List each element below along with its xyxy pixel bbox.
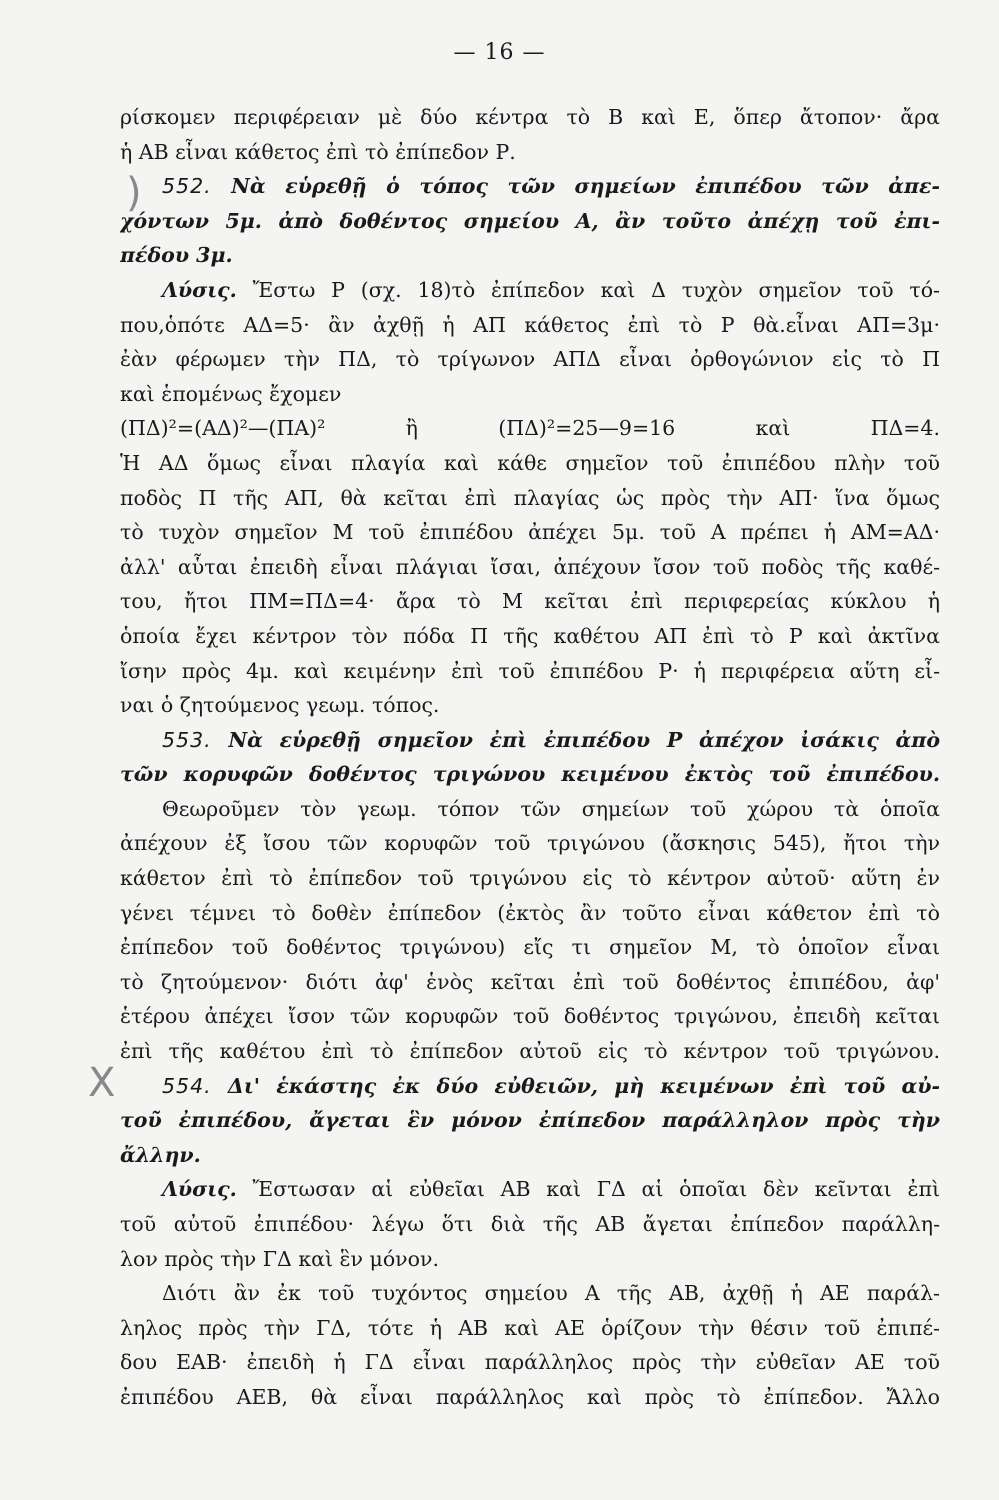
line-text: Διότι ἂν ἐκ τοῦ τυχόντος σημείου Α τῆς ΑΒ, ἀχθῇ ἡ ΑΕ παράλ- <box>162 1281 940 1306</box>
text-line <box>120 999 940 1034</box>
text-line <box>120 1276 940 1311</box>
line-text: Ἔστωσαν αἱ εὐθεῖαι ΑΒ καὶ ΓΔ αἱ ὁποῖαι δὲν κεῖνται ἐπὶ <box>236 1177 940 1202</box>
text-line <box>120 204 940 239</box>
text-line <box>120 515 940 550</box>
pencil-mark: X <box>88 1060 116 1106</box>
exercise-statement: τοῦ ἐπιπέδου, ἄγεται ἓν μόνον ἐπίπεδον παράλληλον πρὸς τὴν <box>120 1108 940 1133</box>
line-text: ἀλλ' αὗται ἐπειδὴ εἶναι πλάγιαι ἴσαι, ἀπέχουν ἴσον τοῦ ποδὸς τῆς καθέ- <box>120 554 940 579</box>
exercise-statement: Νὰ εὑρεθῇ σημεῖον ἐπὶ ἐπιπέδου Ρ ἀπέχον ἰσάκις ἀπὸ <box>211 727 940 752</box>
text-line <box>120 1242 940 1277</box>
solution-label: Λύσις. <box>162 1177 237 1202</box>
line-text: καὶ ἑπομένως ἔχομεν <box>120 381 342 406</box>
line-text: ἴσην πρὸς 4μ. καὶ κειμένην ἐπὶ τοῦ ἐπιπέδου Ρ· ἡ περιφέρεια αὕτη εἶ- <box>120 658 940 683</box>
exercise-statement: Νὰ εὑρεθῇ ὁ τόπος τῶν σημείων ἐπιπέδου τῶν ἀπε- <box>211 174 940 199</box>
text-line <box>120 411 940 446</box>
text-line <box>120 1034 940 1069</box>
text-line <box>120 135 940 170</box>
text-line <box>120 1207 940 1242</box>
text-line <box>120 1311 940 1346</box>
line-text: ἀπέχουν ἐξ ἴσου τῶν κορυφῶν τοῦ τριγώνου (ἄσκησις 545), ἤτοι τὴν <box>120 831 940 856</box>
line-text: ἐπὶ τῆς καθέτου ἐπὶ τὸ ἐπίπεδον αὐτοῦ εἰς τὸ κέντρον τοῦ τριγώνου. <box>120 1039 940 1064</box>
line-text: ρίσκομεν περιφέρειαν μὲ δύο κέντρα τὸ Β καὶ Ε, ὅπερ ἄτοπον· ἄρα <box>120 105 940 129</box>
page-text <box>120 100 940 1415</box>
line-text: που,ὁπότε ΑΔ=5· ἂν ἀχθῇ ἡ ΑΠ κάθετος ἐπὶ τὸ Ρ θὰ.εἶναι ΑΠ=3μ· <box>120 312 940 337</box>
exercise-statement: τῶν κορυφῶν δοθέντος τριγώνου κειμένου ἐκτὸς τοῦ ἐπιπέδου. <box>120 762 940 787</box>
line-text: τὸ ζητούμενον· διότι ἀφ' ἑνὸς κεῖται ἐπὶ τοῦ δοθέντος ἐπιπέδου, ἀφ' <box>120 969 940 994</box>
line-text: τοῦ αὐτοῦ ἐπιπέδου· λέγω ὅτι διὰ τῆς ΑΒ ἄγεται ἐπίπεδον παράλλη- <box>120 1212 940 1236</box>
text-line <box>120 1069 940 1104</box>
line-text: ἐὰν φέρωμεν τὴν ΠΔ, τὸ τρίγωνον ΑΠΔ εἶναι ὀρθογώνιον εἰς τὸ Π <box>120 347 940 372</box>
line-text: λον πρὸς τὴν ΓΔ καὶ ἓν μόνον. <box>120 1246 439 1271</box>
text-line <box>120 1345 940 1380</box>
text-line <box>120 896 940 931</box>
text-line <box>120 169 940 204</box>
text-line <box>120 100 940 135</box>
exercise-statement: ἄλλην. <box>120 1142 201 1167</box>
text-line <box>120 619 940 654</box>
text-line <box>120 308 940 343</box>
line-text: τὸ τυχὸν σημεῖον Μ τοῦ ἐπιπέδου ἀπέχει 5μ. τοῦ Α πρέπει ἡ ΑΜ=ΑΔ· <box>120 520 940 545</box>
line-text: ναι ὁ ζητούμενος γεωμ. τόπος. <box>120 693 440 718</box>
line-text: κάθετον ἐπὶ τὸ ἐπίπεδον τοῦ τριγώνου εἰς τὸ κέντρον αὐτοῦ· αὕτη ἐν <box>120 866 940 891</box>
text-line <box>120 550 940 585</box>
line-text: του, ἤτοι ΠΜ=ΠΔ=4· ἄρα τὸ Μ κεῖται ἐπὶ περιφερείας κύκλου ἡ <box>120 589 940 614</box>
text-line <box>120 238 940 273</box>
text-line <box>120 654 940 689</box>
line-text: Θεωροῦμεν τὸν γεωμ. τόπον τῶν σημείων τοῦ χώρου τὰ ὁποῖα <box>162 796 940 821</box>
line-text: δου ΕΑΒ· ἐπειδὴ ἡ ΓΔ εἶναι παράλληλος πρὸς τὴν εὐθεῖαν ΑΕ τοῦ <box>120 1350 940 1375</box>
exercise-statement: χόντων 5μ. ἀπὸ δοθέντος σημείου Α, ἂν τοῦτο ἀπέχῃ τοῦ ἐπι- <box>120 208 940 233</box>
line-text: (ΠΔ)²=(ΑΔ)²—(ΠΑ)² ἢ (ΠΔ)²=25—9=16 καὶ ΠΔ=4. <box>120 416 940 441</box>
text-line <box>120 757 940 792</box>
page-number: — 16 — <box>453 40 546 65</box>
text-line <box>120 584 940 619</box>
pencil-mark: ) <box>126 170 142 216</box>
exercise-number: 553. <box>162 727 212 752</box>
text-line <box>120 377 940 412</box>
text-line <box>120 481 940 516</box>
line-text: ὁποία ἔχει κέντρον τὸν πόδα Π τῆς καθέτου ΑΠ ἐπὶ τὸ Ρ καὶ ἀκτῖνα <box>120 623 940 648</box>
text-line <box>120 688 940 723</box>
line-text: ἑτέρου ἀπέχει ἴσον τῶν κορυφῶν τοῦ δοθέντος τριγώνου, ἐπειδὴ κεῖται <box>120 1004 940 1029</box>
line-text: ποδὸς Π τῆς ΑΠ, θὰ κεῖται ἐπὶ πλαγίας ὡς πρὸς τὴν ΑΠ· ἵνα ὅμως <box>120 485 940 510</box>
exercise-number: 554. <box>162 1073 212 1098</box>
line-text: γένει τέμνει τὸ δοθὲν ἐπίπεδον (ἐκτὸς ἂν τοῦτο εἶναι κάθετον ἐπὶ τὸ <box>120 900 940 925</box>
text-line <box>120 1380 940 1415</box>
line-text: ἡ ΑΒ εἶναι κάθετος ἐπὶ τὸ ἐπίπεδον Ρ. <box>120 139 516 164</box>
exercise-statement: Δι' ἑκάστης ἐκ δύο εὐθειῶν, μὴ κειμένων ἐπὶ τοῦ αὐ- <box>211 1073 940 1098</box>
text-line <box>120 965 940 1000</box>
text-line <box>120 273 940 308</box>
text-line <box>120 1172 940 1207</box>
line-text: ληλος πρὸς τὴν ΓΔ, τότε ἡ ΑΒ καὶ ΑΕ ὁρίζουν τὴν θέσιν τοῦ ἐπιπέ- <box>120 1315 940 1340</box>
exercise-statement: πέδου 3μ. <box>120 243 233 268</box>
text-line <box>120 1103 940 1138</box>
text-line <box>120 861 940 896</box>
line-text: Ἡ ΑΔ ὅμως εἶναι πλαγία καὶ κάθε σημεῖον τοῦ ἐπιπέδου πλὴν τοῦ <box>120 450 940 475</box>
text-line <box>120 826 940 861</box>
line-text: ἐπιπέδου ΑΕΒ, θὰ εἶναι παράλληλος καὶ πρὸς τὸ ἐπίπεδον. Ἄλλο <box>120 1384 940 1409</box>
text-line <box>120 792 940 827</box>
text-line <box>120 723 940 758</box>
text-line <box>120 1138 940 1173</box>
text-line <box>120 930 940 965</box>
text-line <box>120 446 940 481</box>
text-line <box>120 342 940 377</box>
line-text: ἐπίπεδον τοῦ δοθέντος τριγώνου) εἴς τι σημεῖον Μ, τὸ ὁποῖον εἶναι <box>120 935 940 960</box>
exercise-number: 552. <box>162 174 212 199</box>
line-text: Ἔστω Ρ (σχ. 18)τὸ ἐπίπεδον καὶ Δ τυχὸν σημεῖον τοῦ τό- <box>236 277 940 302</box>
solution-label: Λύσις. <box>162 277 237 302</box>
